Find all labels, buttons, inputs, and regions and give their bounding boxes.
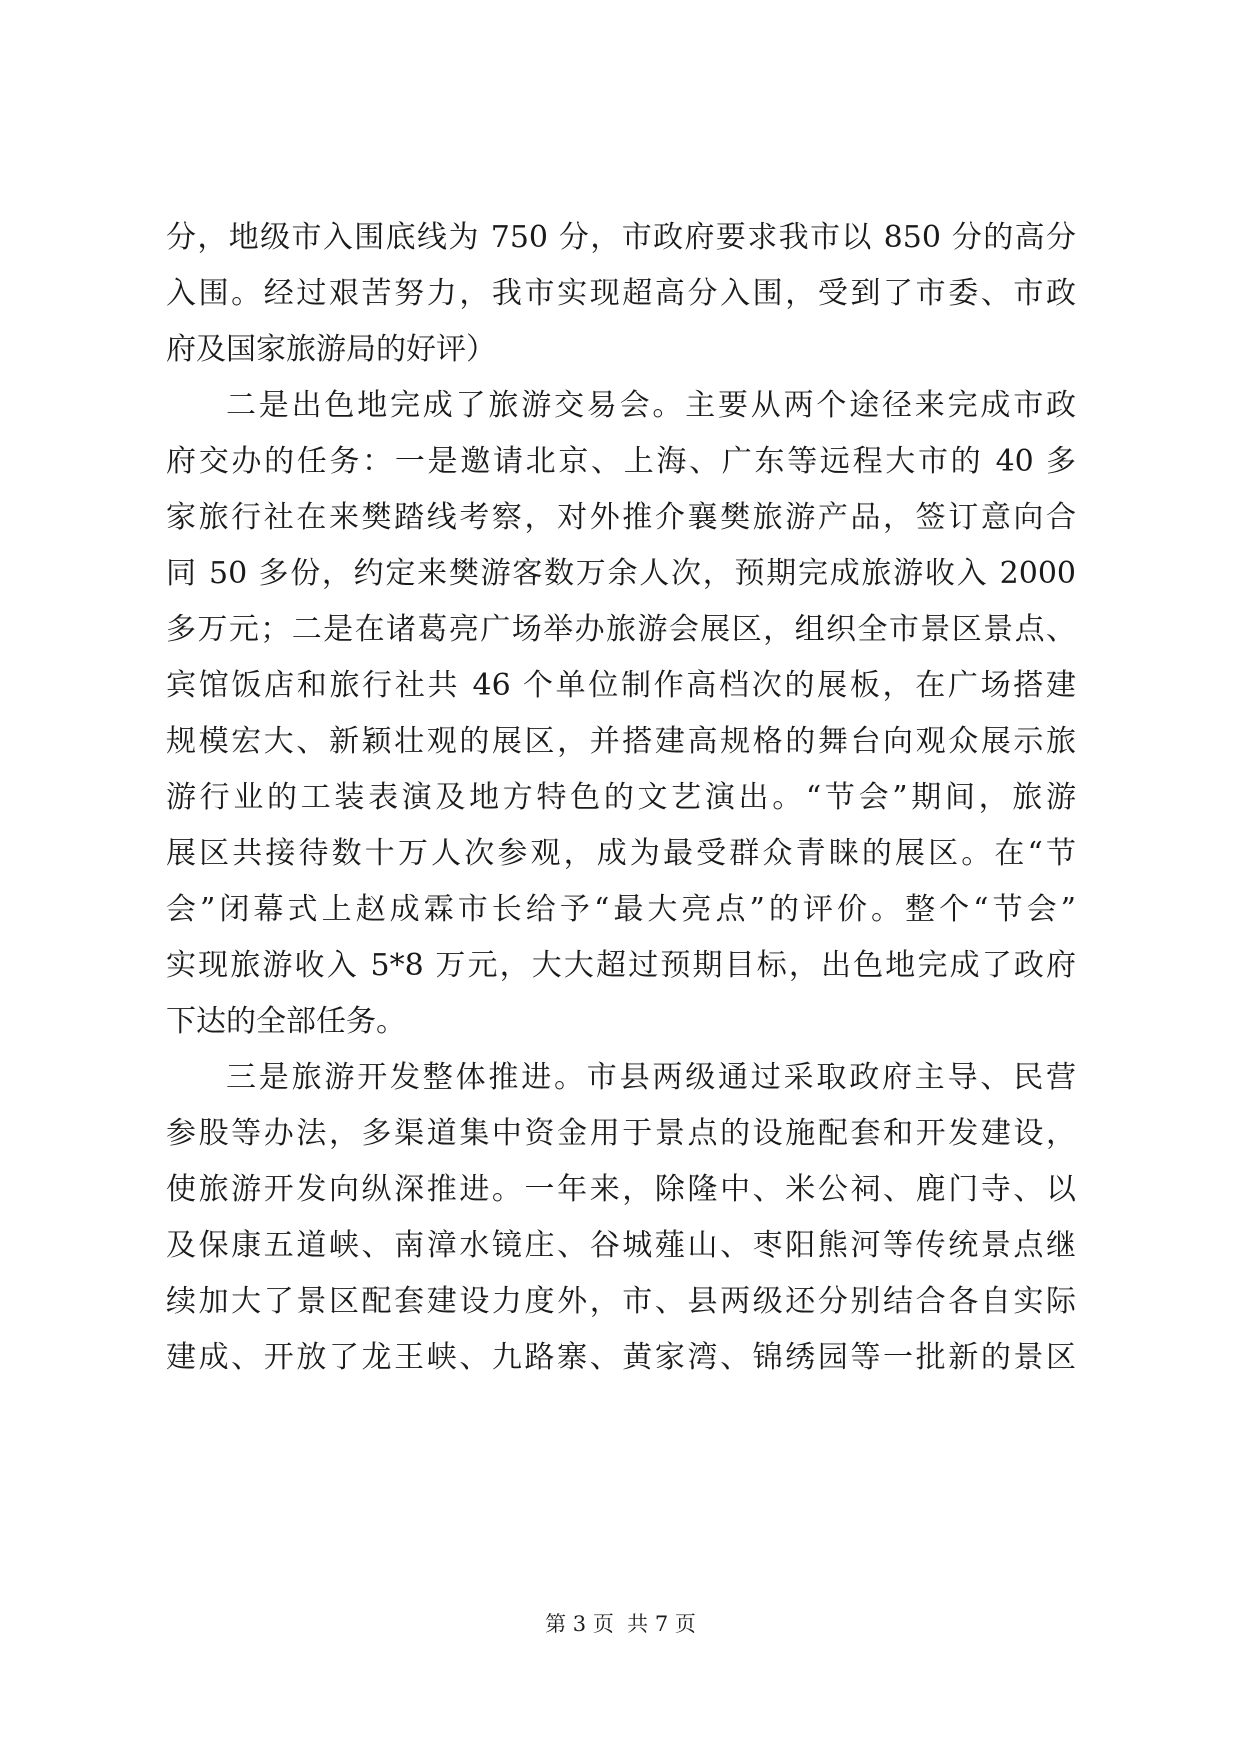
text-line: 府交办的任务：一是邀请北京、上海、广东等远程大市的 40 多 — [166, 444, 1076, 479]
text-line: 同 50 多份，约定来樊游客数万余人次，预期完成旅游收入 2000 — [166, 556, 1076, 591]
text-line: 多万元；二是在诸葛亮广场举办旅游会展区，组织全市景区景点、 — [166, 612, 1076, 647]
text-line: 府及国家旅游局的好评） — [166, 332, 496, 367]
text-line: 参股等办法，多渠道集中资金用于景点的设施配套和开发建设， — [166, 1116, 1076, 1151]
text-line: 建成、开放了龙王峡、九路寨、黄家湾、锦绣园等一批新的景区 — [166, 1340, 1076, 1375]
text-line: 宾馆饭店和旅行社共 46 个单位制作高档次的展板，在广场搭建 — [166, 668, 1076, 703]
text-line: 使旅游开发向纵深推进。一年来，除隆中、米公祠、鹿门寺、以 — [166, 1172, 1076, 1207]
text-line: 实现旅游收入 5*8 万元，大大超过预期目标，出色地完成了政府 — [166, 948, 1076, 983]
text-line: 游行业的工装表演及地方特色的文艺演出。“节会”期间，旅游 — [166, 780, 1076, 815]
text-line: 规模宏大、新颖壮观的展区，并搭建高规格的舞台向观众展示旅 — [166, 724, 1076, 759]
text-line: 展区共接待数十万人次参观，成为最受群众青睐的展区。在“节 — [166, 836, 1076, 871]
text-line: 续加大了景区配套建设力度外，市、县两级还分别结合各自实际 — [166, 1284, 1076, 1319]
text-line: 入围。经过艰苦努力，我市实现超高分入围，受到了市委、市政 — [166, 276, 1076, 311]
text-line: 家旅行社在来樊踏线考察，对外推介襄樊旅游产品，签订意向合 — [166, 500, 1076, 535]
paragraph-start-line: 二是出色地完成了旅游交易会。主要从两个途径来完成市政 — [226, 388, 1076, 423]
paragraph-start-line: 三是旅游开发整体推进。市县两级通过采取政府主导、民营 — [226, 1060, 1076, 1095]
page-number: 第 3 页 共 7 页 — [545, 1612, 696, 1636]
text-line: 会”闭幕式上赵成霖市长给予“最大亮点”的评价。整个“节会” — [166, 892, 1076, 927]
text-line: 分，地级市入围底线为 750 分，市政府要求我市以 850 分的高分 — [166, 220, 1076, 255]
text-line: 下达的全部任务。 — [166, 1004, 406, 1039]
text-line: 及保康五道峡、南漳水镜庄、谷城薤山、枣阳熊河等传统景点继 — [166, 1228, 1076, 1263]
page-footer — [0, 1609, 1241, 1639]
